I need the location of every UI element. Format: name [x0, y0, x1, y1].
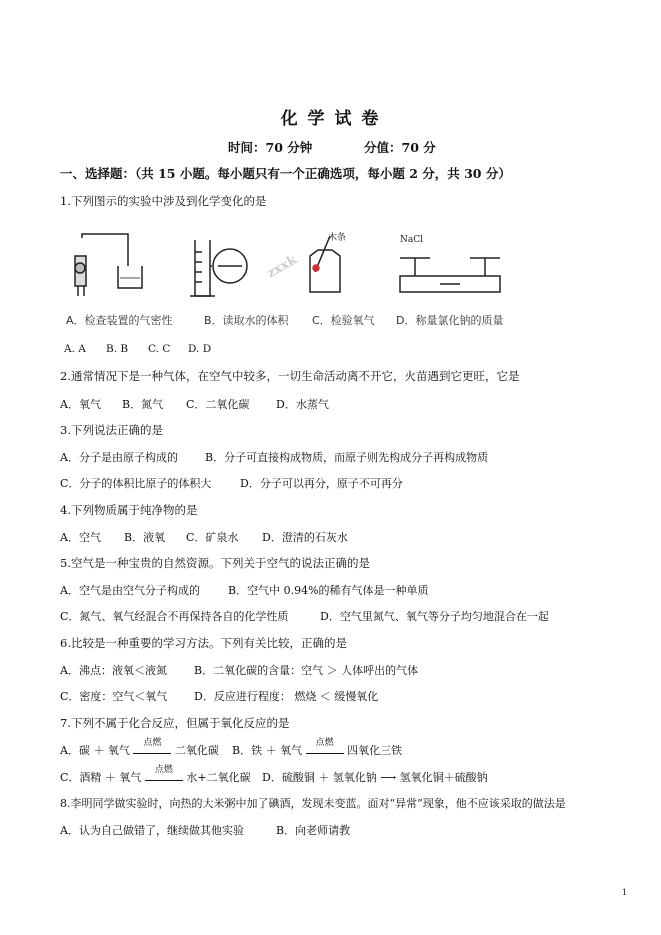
q4-option-b: B．液氧	[124, 531, 166, 544]
question-5-stem: 5.空气是一种宝贵的自然资源。下列关于空气的说法正确的是	[60, 556, 370, 570]
oxygen-test-bottle-icon	[310, 231, 346, 292]
wood-splint-label: 木条	[328, 233, 347, 243]
q1-option-c: C. C	[148, 343, 171, 355]
q7-c-reactants: C．酒精 ＋ 氧气	[60, 771, 142, 784]
q7-c-condition: 点燃	[154, 765, 173, 775]
question-6-stem: 6.比较是一种重要的学习方法。下列有关比较，正确的是	[60, 636, 347, 650]
q7-b-products: 四氧化三铁	[347, 744, 403, 757]
q6-option-d: D．反应进行程度： 燃烧 ＜ 缓慢氧化	[194, 690, 379, 703]
graduated-cylinder-icon	[190, 240, 247, 296]
q7-a-condition: 点燃	[143, 738, 162, 748]
q2-option-b: B．氮气	[122, 398, 164, 411]
q5-option-d: D．空气里氮气、氧气等分子均匀地混合在一起	[320, 610, 549, 623]
question-2-stem: 2.通常情况下是一种气体，在空气中较多，一切生命活动离不开它，火苗遇到它更旺，它是	[60, 369, 520, 383]
q7-option-b	[232, 738, 403, 758]
q2-option-d: D．水蒸气	[276, 398, 329, 411]
airtightness-apparatus-icon	[75, 234, 142, 296]
question-4-stem: 4.下列物质属于纯净物的是	[60, 503, 198, 517]
q2-option-c: C．二氧化碳	[186, 398, 250, 411]
q4-option-a: A．空气	[60, 531, 101, 544]
q1-caption-a: A．检查装置的气密性	[66, 314, 173, 327]
question-3-stem: 3.下列说法正确的是	[60, 423, 163, 437]
q3-option-c: C．分子的体积比原子的体积大	[60, 477, 212, 490]
q1-option-b: B. B	[106, 343, 129, 355]
question-7-stem: 7.下列不属于化合反应，但属于氧化反应的是	[60, 716, 290, 730]
q7-b-condition: 点燃	[315, 738, 334, 748]
q8-option-a: A．认为自己做错了，继续做其他实验	[60, 824, 244, 837]
q6-option-b: B．二氧化碳的含量：空气 ＞ 人体呼出的气体	[194, 664, 419, 677]
score-label: 分值：70 分	[364, 140, 436, 155]
time-label: 时间：70 分钟	[228, 140, 313, 155]
q3-option-b: B．分子可直接构成物质，而原子则先构成分子再构成物质	[205, 451, 489, 464]
q7-c-condition-arrow	[145, 765, 183, 784]
q7-a-condition-arrow	[133, 738, 171, 757]
question-8-stem: 8.李明同学做实验时，向热的大米粥中加了碘酒，发现未变蓝。面对“异常”现象，他不应该采取的做法是	[60, 797, 566, 810]
q8-option-b: B．向老师请教	[276, 824, 351, 837]
q7-option-c	[60, 765, 251, 785]
watermark-label: zxxk	[264, 252, 300, 282]
q7-a-reactants: A．碳 ＋ 氧气	[60, 744, 130, 757]
q4-option-d: D．澄清的石灰水	[262, 531, 348, 544]
q1-caption-d: D．称量氯化钠的质量	[396, 314, 504, 327]
q7-option-d	[262, 769, 488, 785]
q1-option-d: D. D	[188, 343, 212, 355]
q6-option-c: C．密度：空气＜氧气	[60, 690, 168, 703]
q5-option-c: C．氮气、氧气经混合不再保持各自的化学性质	[60, 610, 289, 623]
q7-d-products: 氢氧化铜＋硫酸钠	[399, 771, 488, 784]
page-title: 化 学 试 卷	[280, 109, 381, 129]
q7-a-products: 二氧化碳	[174, 744, 219, 757]
section-heading: 一、选择题：（共 15 小题。每小题只有一个正确选项，每小题 2 分，共 30 分）	[60, 166, 511, 181]
q7-d-reactants: D．硫酸铜 ＋ 氢氧化钠	[262, 771, 377, 784]
q3-option-a: A．分子是由原子构成的	[60, 451, 178, 464]
q4-option-c: C．矿泉水	[186, 531, 239, 544]
q7-d-arrow: ⟶	[380, 771, 397, 784]
q1-caption-c: C．检验氧气	[312, 314, 375, 327]
balance-scale-icon	[400, 235, 500, 292]
q1-option-a: A. A	[64, 343, 86, 355]
page-number: 1	[622, 888, 628, 897]
q7-option-a	[60, 738, 219, 758]
q3-option-d: D．分子可以再分，原子不可再分	[240, 477, 403, 490]
nacl-label: NaCl	[400, 235, 424, 245]
q5-option-a: A．空气是由空气分子构成的	[60, 584, 200, 597]
q1-caption-b: B．读取水的体积	[204, 314, 289, 327]
q5-option-b: B．空气中 0.94%的稀有气体是一种单质	[228, 584, 429, 597]
q7-b-condition-arrow	[306, 738, 344, 757]
q6-option-a: A．沸点：液氧＜液氮	[60, 664, 167, 677]
q2-option-a: A．氧气	[60, 398, 101, 411]
q7-c-products: 水+二氧化碳	[186, 771, 251, 784]
question-1-stem: 1.下列图示的实验中涉及到化学变化的是	[60, 194, 267, 208]
q7-b-reactants: B．铁 ＋ 氧气	[232, 744, 303, 757]
